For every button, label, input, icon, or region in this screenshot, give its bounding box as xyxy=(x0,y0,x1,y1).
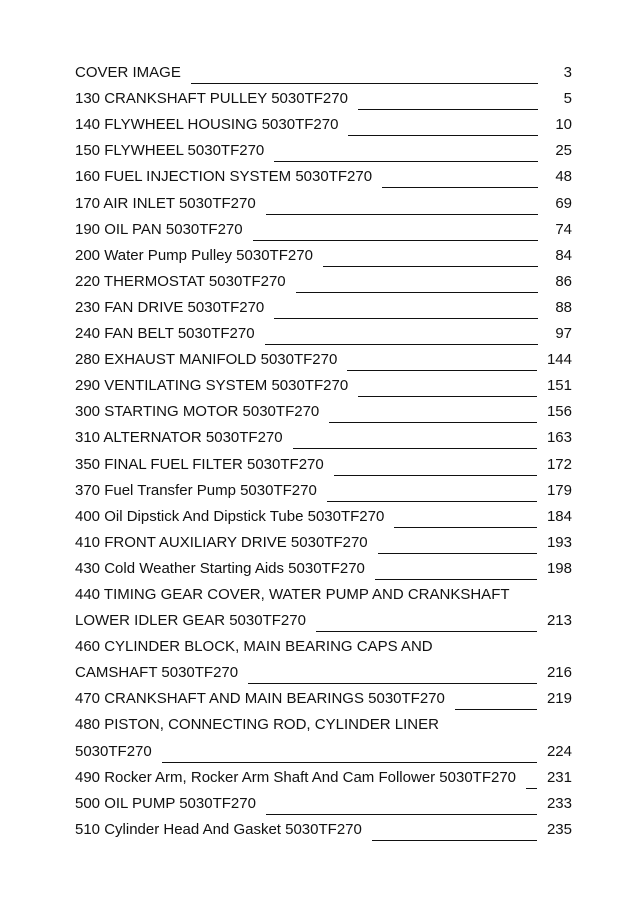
toc-entry[interactable] xyxy=(75,476,572,502)
toc-entry[interactable] xyxy=(75,215,572,241)
toc-entry-title-continued[interactable]: LOWER IDLER GEAR 5030TF270 xyxy=(75,612,306,630)
toc-entry-title[interactable]: COVER IMAGE xyxy=(75,64,181,82)
toc-entry-page: 48 xyxy=(555,168,572,186)
toc-leader-line xyxy=(296,292,538,293)
toc-entry[interactable] xyxy=(75,554,572,580)
toc-entry-first-line[interactable] xyxy=(75,632,572,658)
toc-entry-title[interactable]: 140 FLYWHEEL HOUSING 5030TF270 xyxy=(75,116,339,134)
toc-entry-page: 5 xyxy=(563,90,572,108)
toc-leader-line xyxy=(316,631,537,632)
toc-entry[interactable] xyxy=(75,502,572,528)
toc-entry-title[interactable]: 160 FUEL INJECTION SYSTEM 5030TF270 xyxy=(75,168,373,186)
toc-entry[interactable] xyxy=(75,397,572,423)
toc-entry[interactable] xyxy=(75,267,572,293)
toc-leader-line xyxy=(293,448,537,449)
toc-entry[interactable] xyxy=(75,736,572,762)
toc-entry-title[interactable]: 190 OIL PAN 5030TF270 xyxy=(75,220,243,238)
toc-entry-page: 25 xyxy=(555,142,572,160)
toc-entry-title[interactable]: 170 AIR INLET 5030TF270 xyxy=(75,194,256,212)
toc-entry-page: 144 xyxy=(546,351,572,369)
toc-leader-line xyxy=(323,266,538,267)
toc-entry[interactable] xyxy=(75,684,572,710)
toc-entry[interactable] xyxy=(75,528,572,554)
toc-entry-page: 184 xyxy=(546,507,572,525)
toc-entry-title[interactable]: 280 EXHAUST MANIFOLD 5030TF270 xyxy=(75,351,338,369)
toc-entry-page: 193 xyxy=(546,533,572,551)
toc-leader-line xyxy=(526,788,537,789)
toc-entry-page: 172 xyxy=(546,455,572,473)
toc-entry-title-continued[interactable]: 5030TF270 xyxy=(75,742,152,760)
toc-leader-line xyxy=(394,527,537,528)
toc-entry-title[interactable]: 230 FAN DRIVE 5030TF270 xyxy=(75,298,265,316)
toc-leader-line xyxy=(266,814,537,815)
toc-entry-page: 163 xyxy=(546,429,572,447)
toc-entry[interactable] xyxy=(75,319,572,345)
toc-leader-line xyxy=(382,187,538,188)
toc-entry-first-line[interactable] xyxy=(75,710,572,736)
toc-entry[interactable] xyxy=(75,84,572,110)
toc-entry[interactable] xyxy=(75,136,572,162)
toc-entry-title[interactable]: 220 THERMOSTAT 5030TF270 xyxy=(75,272,286,290)
toc-leader-line xyxy=(266,214,538,215)
toc-entry[interactable] xyxy=(75,371,572,397)
toc-entry-title[interactable]: 510 Cylinder Head And Gasket 5030TF270 xyxy=(75,820,362,838)
toc-leader-line xyxy=(248,683,537,684)
toc-entry-page: 231 xyxy=(546,768,572,786)
table-of-contents xyxy=(75,58,572,841)
toc-entry[interactable] xyxy=(75,789,572,815)
toc-entry[interactable] xyxy=(75,449,572,475)
toc-entry[interactable] xyxy=(75,58,572,84)
toc-entry-title[interactable]: 430 Cold Weather Starting Aids 5030TF270 xyxy=(75,559,365,577)
toc-leader-line xyxy=(265,344,538,345)
toc-entry[interactable] xyxy=(75,815,572,841)
toc-entry[interactable] xyxy=(75,763,572,789)
toc-entry-page: 97 xyxy=(555,325,572,343)
toc-entry-title[interactable]: 150 FLYWHEEL 5030TF270 xyxy=(75,142,265,160)
toc-leader-line xyxy=(327,501,537,502)
toc-leader-line xyxy=(358,109,538,110)
toc-entry-page: 74 xyxy=(555,220,572,238)
toc-entry-first-line[interactable] xyxy=(75,580,572,606)
toc-leader-line xyxy=(347,370,537,371)
toc-entry[interactable] xyxy=(75,345,572,371)
toc-entry-title[interactable]: 400 Oil Dipstick And Dipstick Tube 5030TF270 xyxy=(75,507,385,525)
toc-entry-title[interactable]: 480 PISTON, CONNECTING ROD, CYLINDER LINER xyxy=(75,716,439,734)
toc-leader-line xyxy=(334,475,537,476)
toc-entry-page: 179 xyxy=(546,481,572,499)
toc-entry-page: 86 xyxy=(555,272,572,290)
toc-entry-page: 151 xyxy=(546,377,572,395)
toc-entry-title[interactable]: 240 FAN BELT 5030TF270 xyxy=(75,325,255,343)
toc-entry[interactable] xyxy=(75,658,572,684)
toc-leader-line xyxy=(375,579,537,580)
toc-entry-title-continued[interactable]: CAMSHAFT 5030TF270 xyxy=(75,664,239,682)
toc-entry-page: 233 xyxy=(546,794,572,812)
toc-entry-page: 88 xyxy=(555,298,572,316)
toc-entry-title[interactable]: 300 STARTING MOTOR 5030TF270 xyxy=(75,403,320,421)
toc-entry-page: 216 xyxy=(546,664,572,682)
toc-entry-title[interactable]: 200 Water Pump Pulley 5030TF270 xyxy=(75,246,313,264)
toc-entry-title[interactable]: 410 FRONT AUXILIARY DRIVE 5030TF270 xyxy=(75,533,368,551)
toc-leader-line xyxy=(329,422,537,423)
toc-entry-page: 84 xyxy=(555,246,572,264)
toc-leader-line xyxy=(455,709,537,710)
toc-entry[interactable] xyxy=(75,188,572,214)
toc-entry-page: 235 xyxy=(546,820,572,838)
toc-leader-line xyxy=(358,396,537,397)
toc-entry-page: 3 xyxy=(563,64,572,82)
toc-leader-line xyxy=(372,840,537,841)
toc-leader-line xyxy=(162,762,537,763)
toc-entry-title[interactable]: 350 FINAL FUEL FILTER 5030TF270 xyxy=(75,455,324,473)
toc-leader-line xyxy=(274,161,538,162)
toc-entry-title[interactable]: 310 ALTERNATOR 5030TF270 xyxy=(75,429,283,447)
toc-entry-page: 198 xyxy=(546,559,572,577)
toc-entry[interactable] xyxy=(75,423,572,449)
toc-leader-line xyxy=(191,83,538,84)
toc-entry-title[interactable]: 500 OIL PUMP 5030TF270 xyxy=(75,794,256,812)
toc-entry-page: 69 xyxy=(555,194,572,212)
toc-leader-line xyxy=(378,553,537,554)
toc-entry-title[interactable]: 460 CYLINDER BLOCK, MAIN BEARING CAPS AND xyxy=(75,638,433,656)
toc-entry-page: 156 xyxy=(546,403,572,421)
toc-entry[interactable] xyxy=(75,110,572,136)
toc-entry[interactable] xyxy=(75,606,572,632)
toc-leader-line xyxy=(274,318,538,319)
toc-entry-page: 213 xyxy=(546,612,572,630)
toc-entry-title[interactable]: 290 VENTILATING SYSTEM 5030TF270 xyxy=(75,377,349,395)
toc-entry-page: 224 xyxy=(546,742,572,760)
toc-entry-title[interactable]: 440 TIMING GEAR COVER, WATER PUMP AND CRANKSHAFT xyxy=(75,585,510,603)
toc-entry-title[interactable]: 130 CRANKSHAFT PULLEY 5030TF270 xyxy=(75,90,348,108)
toc-entry-title[interactable]: 370 Fuel Transfer Pump 5030TF270 xyxy=(75,481,317,499)
toc-entry[interactable] xyxy=(75,241,572,267)
toc-entry-page: 219 xyxy=(546,690,572,708)
toc-leader-line xyxy=(348,135,538,136)
toc-entry[interactable] xyxy=(75,162,572,188)
toc-leader-line xyxy=(253,240,538,241)
toc-entry-title[interactable]: 490 Rocker Arm, Rocker Arm Shaft And Cam Follower 5030TF270 xyxy=(75,768,517,786)
toc-entry-page: 10 xyxy=(555,116,572,134)
toc-entry[interactable] xyxy=(75,293,572,319)
toc-entry-title[interactable]: 470 CRANKSHAFT AND MAIN BEARINGS 5030TF270 xyxy=(75,690,445,708)
